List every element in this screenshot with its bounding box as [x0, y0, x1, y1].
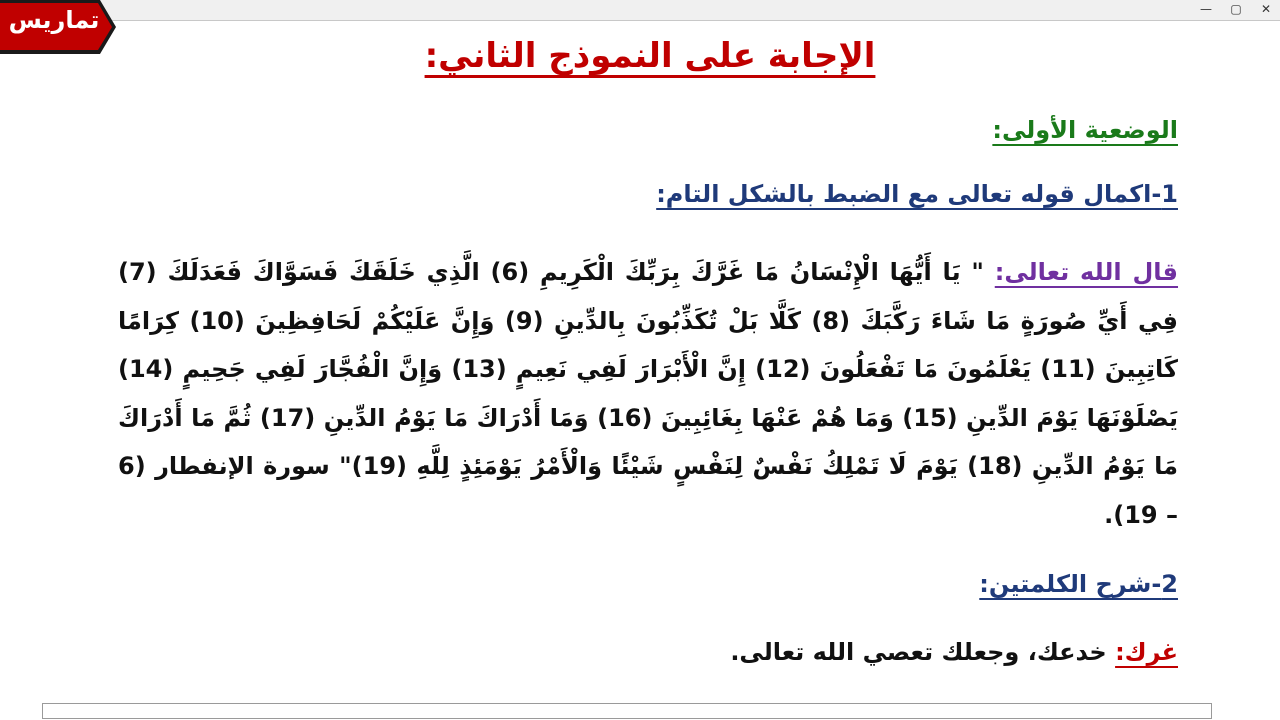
page-title-wrap — [100, 36, 1200, 76]
minimize-icon[interactable]: — — [1200, 2, 1212, 16]
situation-heading: الوضعية الأولى: — [992, 116, 1178, 144]
quran-verse-paragraph — [118, 248, 1178, 539]
document-page — [100, 20, 1200, 705]
close-icon[interactable]: ✕ — [1260, 2, 1272, 16]
verse-text: " يَا أَيُّهَا الْإِنْسَانُ مَا غَرَّكَ بِرَبِّكَ الْكَرِيمِ (6) الَّذِي خَلَقَكَ فَسَوَّاكَ فَعَدَلَكَ (7) فِي أَيِّ صُورَةٍ مَا شَاءَ رَكَّبَكَ (8) كَلَّا بَلْ تُكَذِّبُونَ بِالدِّينِ (9) وَإِنَّ عَلَيْكُمْ لَحَافِظِينَ (10) كِرَامًا كَاتِبِينَ (11) يَعْلَمُونَ مَا تَفْعَلُونَ (12) إِنَّ الْأَبْرَارَ لَفِي نَعِيمٍ (13) وَإِنَّ الْفُجَّارَ لَفِي جَحِيمٍ (14) يَصْلَوْنَهَا يَوْمَ الدِّينِ (15) وَمَا هُمْ عَنْهَا بِغَائِبِينَ (16) وَمَا أَدْرَاكَ مَا يَوْمُ الدِّينِ (17) ثُمَّ مَا أَدْرَاكَ مَا يَوْمُ الدِّينِ (18) يَوْمَ لَا تَمْلِكُ نَفْسٌ لِنَفْسٍ شَيْئًا وَالْأَمْرُ يَوْمَئِذٍ لِلَّهِ (19)" سورة الإنفطار (6 – 19). — [118, 258, 1179, 529]
maximize-icon[interactable]: ▢ — [1230, 2, 1242, 16]
verse-lead: قال الله تعالى: — [994, 258, 1179, 286]
question-2-heading: 2-شرح الكلمتين: — [979, 570, 1178, 598]
window-titlebar — [0, 0, 1280, 21]
page-title: الإجابة على النموذج الثاني: — [424, 36, 876, 76]
logo-text: تماريس — [8, 6, 100, 34]
question-1-heading: 1-اكمال قوله تعالى مع الضبط بالشكل التام: — [656, 180, 1178, 208]
horizontal-scrollbar[interactable] — [42, 703, 1212, 719]
word-definition — [730, 638, 1178, 666]
definition-term: غرك: — [1115, 638, 1178, 666]
definition-text: خدعك، وجعلك تعصي الله تعالى. — [730, 638, 1116, 666]
window-controls — [1198, 1, 1274, 17]
